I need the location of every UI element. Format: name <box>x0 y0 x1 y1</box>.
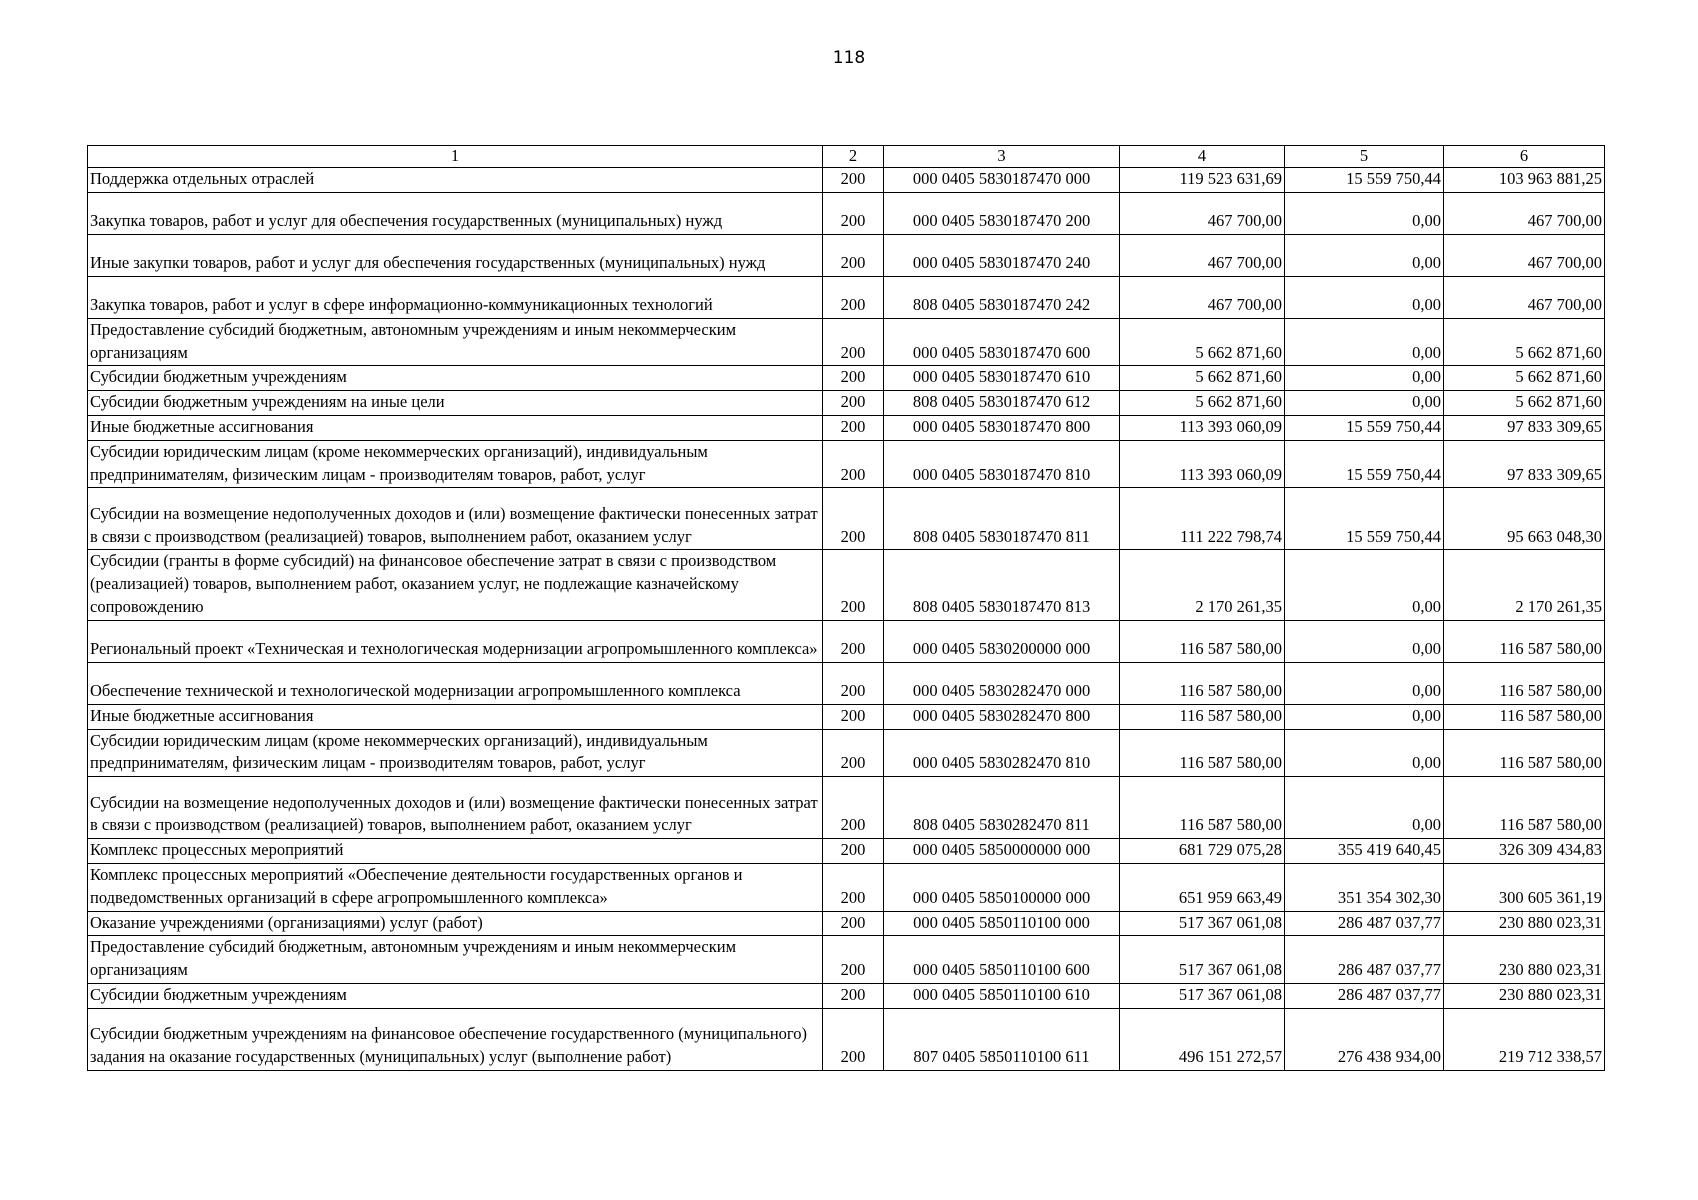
row-amount-col6-cell: 116 587 580,00 <box>1444 662 1605 704</box>
row-amount-col6-cell: 103 963 881,25 <box>1444 168 1605 193</box>
row-classification-cell: 000 0405 5850110100 600 <box>884 936 1120 984</box>
row-amount-col5-cell: 0,00 <box>1285 704 1444 729</box>
row-code-cell: 200 <box>823 1008 884 1070</box>
row-name-cell: Оказание учреждениями (организациями) услуг (работ) <box>88 911 823 936</box>
table-row <box>88 192 1605 234</box>
table-row <box>88 366 1605 391</box>
row-name-cell: Субсидии юридическим лицам (кроме некоммерческих организаций), индивидуальным предпринимателям, физическим лицам - производителям товаров, работ, услуг <box>88 440 823 488</box>
row-amount-col4-cell: 116 587 580,00 <box>1120 620 1285 662</box>
table-row <box>88 863 1605 911</box>
row-classification-cell: 000 0405 5830200000 000 <box>884 620 1120 662</box>
column-number-5: 5 <box>1285 146 1444 168</box>
row-amount-col5-cell: 276 438 934,00 <box>1285 1008 1444 1070</box>
row-code-cell: 200 <box>823 168 884 193</box>
row-classification-cell: 000 0405 5830282470 800 <box>884 704 1120 729</box>
row-amount-col6-cell: 467 700,00 <box>1444 276 1605 318</box>
row-classification-cell: 000 0405 5850110100 610 <box>884 983 1120 1008</box>
row-amount-col4-cell: 113 393 060,09 <box>1120 415 1285 440</box>
row-amount-col5-cell: 355 419 640,45 <box>1285 839 1444 864</box>
row-classification-cell: 000 0405 5830187470 800 <box>884 415 1120 440</box>
table-row <box>88 983 1605 1008</box>
row-classification-cell: 000 0405 5830187470 600 <box>884 318 1120 366</box>
row-amount-col5-cell: 286 487 037,77 <box>1285 911 1444 936</box>
row-amount-col4-cell: 113 393 060,09 <box>1120 440 1285 488</box>
row-amount-col6-cell: 2 170 261,35 <box>1444 550 1605 620</box>
row-code-cell: 200 <box>823 777 884 839</box>
row-classification-cell: 000 0405 5830187470 810 <box>884 440 1120 488</box>
table-row <box>88 1008 1605 1070</box>
row-code-cell: 200 <box>823 936 884 984</box>
row-classification-cell: 000 0405 5850000000 000 <box>884 839 1120 864</box>
row-code-cell: 200 <box>823 550 884 620</box>
row-classification-cell: 808 0405 5830282470 811 <box>884 777 1120 839</box>
row-amount-col5-cell: 0,00 <box>1285 777 1444 839</box>
row-code-cell: 200 <box>823 415 884 440</box>
row-amount-col5-cell: 0,00 <box>1285 192 1444 234</box>
row-classification-cell: 000 0405 5830187470 610 <box>884 366 1120 391</box>
row-amount-col5-cell: 0,00 <box>1285 276 1444 318</box>
column-number-3: 3 <box>884 146 1120 168</box>
row-name-cell: Обеспечение технической и технологической модернизации агропромышленного комплекса <box>88 662 823 704</box>
row-name-cell: Комплекс процессных мероприятий «Обеспечение деятельности государственных органов и подведомственных организаций в сфере агропромышленного комплекса» <box>88 863 823 911</box>
table-row <box>88 276 1605 318</box>
row-amount-col4-cell: 467 700,00 <box>1120 234 1285 276</box>
row-code-cell: 200 <box>823 318 884 366</box>
row-amount-col6-cell: 219 712 338,57 <box>1444 1008 1605 1070</box>
row-name-cell: Субсидии бюджетным учреждениям на финансовое обеспечение государственного (муниципального) задания на оказание государственных (муниципальных) услуг (выполнение работ) <box>88 1008 823 1070</box>
row-amount-col4-cell: 681 729 075,28 <box>1120 839 1285 864</box>
row-code-cell: 200 <box>823 234 884 276</box>
row-code-cell: 200 <box>823 911 884 936</box>
row-name-cell: Иные бюджетные ассигнования <box>88 704 823 729</box>
row-classification-cell: 000 0405 5850100000 000 <box>884 863 1120 911</box>
row-amount-col5-cell: 286 487 037,77 <box>1285 983 1444 1008</box>
row-code-cell: 200 <box>823 192 884 234</box>
column-number-4: 4 <box>1120 146 1285 168</box>
row-amount-col4-cell: 116 587 580,00 <box>1120 777 1285 839</box>
table-row <box>88 415 1605 440</box>
row-amount-col6-cell: 230 880 023,31 <box>1444 936 1605 984</box>
row-amount-col4-cell: 517 367 061,08 <box>1120 983 1285 1008</box>
table-row <box>88 729 1605 777</box>
row-amount-col5-cell: 15 559 750,44 <box>1285 440 1444 488</box>
row-amount-col6-cell: 326 309 434,83 <box>1444 839 1605 864</box>
row-name-cell: Предоставление субсидий бюджетным, автономным учреждениям и иным некоммерческим организациям <box>88 936 823 984</box>
row-name-cell: Субсидии юридическим лицам (кроме некоммерческих организаций), индивидуальным предпринимателям, физическим лицам - производителям товаров, работ, услуг <box>88 729 823 777</box>
row-name-cell: Предоставление субсидий бюджетным, автономным учреждениям и иным некоммерческим организациям <box>88 318 823 366</box>
row-amount-col6-cell: 300 605 361,19 <box>1444 863 1605 911</box>
row-amount-col6-cell: 116 587 580,00 <box>1444 729 1605 777</box>
row-amount-col6-cell: 95 663 048,30 <box>1444 488 1605 550</box>
row-name-cell: Закупка товаров, работ и услуг в сфере информационно-коммуникационных технологий <box>88 276 823 318</box>
row-name-cell: Субсидии бюджетным учреждениям <box>88 366 823 391</box>
row-classification-cell: 000 0405 5830282470 810 <box>884 729 1120 777</box>
row-code-cell: 200 <box>823 391 884 416</box>
table-header-row <box>88 146 1605 168</box>
row-amount-col5-cell: 15 559 750,44 <box>1285 488 1444 550</box>
row-amount-col6-cell: 116 587 580,00 <box>1444 777 1605 839</box>
row-name-cell: Субсидии на возмещение недополученных доходов и (или) возмещение фактически понесенных затрат в связи с производством (реализацией) товаров, выполнением работ, оказанием услуг <box>88 488 823 550</box>
table-row <box>88 440 1605 488</box>
row-amount-col4-cell: 2 170 261,35 <box>1120 550 1285 620</box>
row-amount-col6-cell: 116 587 580,00 <box>1444 704 1605 729</box>
row-code-cell: 200 <box>823 729 884 777</box>
row-amount-col5-cell: 0,00 <box>1285 729 1444 777</box>
row-name-cell: Закупка товаров, работ и услуг для обеспечения государственных (муниципальных) нужд <box>88 192 823 234</box>
row-amount-col4-cell: 116 587 580,00 <box>1120 662 1285 704</box>
row-amount-col6-cell: 5 662 871,60 <box>1444 318 1605 366</box>
row-classification-cell: 808 0405 5830187470 813 <box>884 550 1120 620</box>
row-amount-col4-cell: 496 151 272,57 <box>1120 1008 1285 1070</box>
row-code-cell: 200 <box>823 863 884 911</box>
table-row <box>88 391 1605 416</box>
row-amount-col6-cell: 116 587 580,00 <box>1444 620 1605 662</box>
row-code-cell: 200 <box>823 983 884 1008</box>
row-amount-col6-cell: 230 880 023,31 <box>1444 911 1605 936</box>
row-amount-col5-cell: 15 559 750,44 <box>1285 415 1444 440</box>
row-classification-cell: 000 0405 5850110100 000 <box>884 911 1120 936</box>
row-classification-cell: 000 0405 5830187470 200 <box>884 192 1120 234</box>
row-amount-col5-cell: 0,00 <box>1285 366 1444 391</box>
row-name-cell: Субсидии (гранты в форме субсидий) на финансовое обеспечение затрат в связи с производством (реализацией) товаров, выполнением работ, оказанием услуг, не подлежащие казначейскому сопровождению <box>88 550 823 620</box>
row-name-cell: Поддержка отдельных отраслей <box>88 168 823 193</box>
table-row <box>88 911 1605 936</box>
row-classification-cell: 808 0405 5830187470 811 <box>884 488 1120 550</box>
row-amount-col5-cell: 15 559 750,44 <box>1285 168 1444 193</box>
row-classification-cell: 808 0405 5830187470 612 <box>884 391 1120 416</box>
row-name-cell: Субсидии на возмещение недополученных доходов и (или) возмещение фактически понесенных затрат в связи с производством (реализацией) товаров, выполнением работ, оказанием услуг <box>88 777 823 839</box>
row-amount-col4-cell: 517 367 061,08 <box>1120 936 1285 984</box>
row-name-cell: Иные закупки товаров, работ и услуг для обеспечения государственных (муниципальных) нужд <box>88 234 823 276</box>
row-code-cell: 200 <box>823 839 884 864</box>
row-amount-col5-cell: 0,00 <box>1285 620 1444 662</box>
table-row <box>88 168 1605 193</box>
row-amount-col4-cell: 517 367 061,08 <box>1120 911 1285 936</box>
row-code-cell: 200 <box>823 662 884 704</box>
row-amount-col4-cell: 116 587 580,00 <box>1120 729 1285 777</box>
row-amount-col4-cell: 5 662 871,60 <box>1120 366 1285 391</box>
table-row <box>88 704 1605 729</box>
row-code-cell: 200 <box>823 620 884 662</box>
page-number: 118 <box>832 48 866 68</box>
row-amount-col6-cell: 230 880 023,31 <box>1444 983 1605 1008</box>
row-amount-col6-cell: 5 662 871,60 <box>1444 366 1605 391</box>
row-amount-col5-cell: 0,00 <box>1285 550 1444 620</box>
row-amount-col4-cell: 467 700,00 <box>1120 192 1285 234</box>
row-amount-col4-cell: 651 959 663,49 <box>1120 863 1285 911</box>
row-code-cell: 200 <box>823 276 884 318</box>
table-row <box>88 488 1605 550</box>
row-amount-col6-cell: 467 700,00 <box>1444 234 1605 276</box>
row-amount-col4-cell: 111 222 798,74 <box>1120 488 1285 550</box>
row-amount-col5-cell: 0,00 <box>1285 318 1444 366</box>
row-amount-col5-cell: 0,00 <box>1285 662 1444 704</box>
table-row <box>88 777 1605 839</box>
row-code-cell: 200 <box>823 366 884 391</box>
row-amount-col6-cell: 97 833 309,65 <box>1444 415 1605 440</box>
row-name-cell: Комплекс процессных мероприятий <box>88 839 823 864</box>
row-amount-col6-cell: 97 833 309,65 <box>1444 440 1605 488</box>
column-number-6: 6 <box>1444 146 1605 168</box>
row-amount-col4-cell: 5 662 871,60 <box>1120 391 1285 416</box>
row-name-cell: Региональный проект «Техническая и технологическая модернизации агропромышленного комплекса» <box>88 620 823 662</box>
row-classification-cell: 807 0405 5850110100 611 <box>884 1008 1120 1070</box>
row-amount-col5-cell: 286 487 037,77 <box>1285 936 1444 984</box>
row-amount-col6-cell: 5 662 871,60 <box>1444 391 1605 416</box>
row-amount-col5-cell: 0,00 <box>1285 234 1444 276</box>
table-row <box>88 620 1605 662</box>
row-classification-cell: 000 0405 5830187470 240 <box>884 234 1120 276</box>
table-row <box>88 662 1605 704</box>
row-amount-col4-cell: 119 523 631,69 <box>1120 168 1285 193</box>
row-code-cell: 200 <box>823 704 884 729</box>
column-number-1: 1 <box>88 146 823 168</box>
table-row <box>88 234 1605 276</box>
row-code-cell: 200 <box>823 440 884 488</box>
row-name-cell: Субсидии бюджетным учреждениям на иные цели <box>88 391 823 416</box>
row-name-cell: Иные бюджетные ассигнования <box>88 415 823 440</box>
budget-table <box>87 145 1605 1071</box>
row-classification-cell: 000 0405 5830187470 000 <box>884 168 1120 193</box>
row-code-cell: 200 <box>823 488 884 550</box>
row-amount-col4-cell: 116 587 580,00 <box>1120 704 1285 729</box>
table-row <box>88 839 1605 864</box>
row-classification-cell: 808 0405 5830187470 242 <box>884 276 1120 318</box>
row-name-cell: Субсидии бюджетным учреждениям <box>88 983 823 1008</box>
row-amount-col5-cell: 0,00 <box>1285 391 1444 416</box>
table-row <box>88 936 1605 984</box>
column-number-2: 2 <box>823 146 884 168</box>
row-amount-col4-cell: 5 662 871,60 <box>1120 318 1285 366</box>
row-amount-col5-cell: 351 354 302,30 <box>1285 863 1444 911</box>
table-row <box>88 318 1605 366</box>
table-row <box>88 550 1605 620</box>
row-classification-cell: 000 0405 5830282470 000 <box>884 662 1120 704</box>
row-amount-col6-cell: 467 700,00 <box>1444 192 1605 234</box>
row-amount-col4-cell: 467 700,00 <box>1120 276 1285 318</box>
